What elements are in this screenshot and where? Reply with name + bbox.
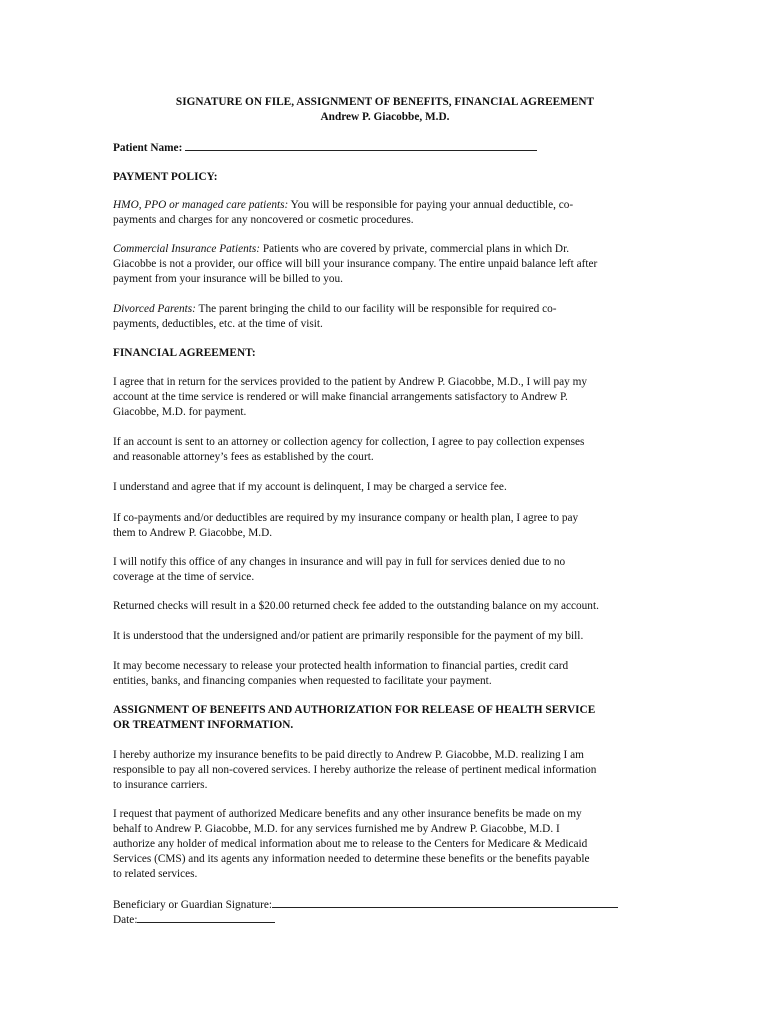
as-p2-line-1: I request that payment of authorized Medicare benefits and any other insurance benefits be made on my	[113, 808, 582, 820]
date-field[interactable]	[137, 912, 275, 923]
signature-field[interactable]	[272, 897, 618, 908]
signature-label: Beneficiary or Guardian Signature:	[113, 899, 273, 911]
hmo-text: You will be responsible for paying your annual deductible, co-	[288, 199, 574, 211]
date-label: Date:	[113, 914, 138, 926]
fa-p8-line-2: entities, banks, and financing companies when requested to facilitate your payment.	[113, 675, 492, 687]
payment-policy-heading: PAYMENT POLICY:	[113, 171, 218, 183]
assignment-heading-line-2: OR TREATMENT INFORMATION.	[113, 719, 294, 731]
divorced-text: The parent bringing the child to our facility will be responsible for required co-	[195, 303, 557, 315]
divorced-lead: Divorced Parents:	[113, 303, 196, 315]
document-title: SIGNATURE ON FILE, ASSIGNMENT OF BENEFITS, FINANCIAL AGREEMENT	[175, 96, 595, 108]
hmo-lead: HMO, PPO or managed care patients:	[113, 199, 289, 211]
financial-agreement-heading: FINANCIAL AGREEMENT:	[113, 347, 256, 359]
assignment-heading-line-1: ASSIGNMENT OF BENEFITS AND AUTHORIZATION FOR RELEASE OF HEALTH SERVICE	[113, 704, 596, 716]
as-p2-line-5: to related services.	[113, 868, 198, 880]
as-p2-line-3: authorize any holder of medical information about me to release to the Centers for Medicare & Medicaid	[113, 838, 588, 850]
hmo-line-1	[113, 198, 573, 212]
as-p2-line-4: Services (CMS) and its agents any information needed to determine these benefits or the benefits payable	[113, 853, 590, 865]
patient-name-label: Patient Name:	[113, 142, 183, 154]
fa-p8-line-1: It may become necessary to release your protected health information to financial parties, credit card	[113, 660, 569, 672]
fa-p1-line-2: account at the time service is rendered or will make financial arrangements satisfactory to Andrew P.	[113, 391, 568, 403]
fa-p1-line-3: Giacobbe, M.D. for payment.	[113, 406, 247, 418]
fa-p4-line-1: If co-payments and/or deductibles are required by my insurance company or health plan, I agree to pay	[113, 512, 579, 524]
commercial-lead: Commercial Insurance Patients:	[113, 243, 261, 255]
hmo-line-2: payments and charges for any noncovered or cosmetic procedures.	[113, 214, 414, 226]
fa-p5-line-2: coverage at the time of service.	[113, 571, 255, 583]
fa-p2-line-2: and reasonable attorney’s fees as established by the court.	[113, 451, 374, 463]
document-subtitle: Andrew P. Giacobbe, M.D.	[320, 111, 450, 123]
patient-name-row	[113, 140, 537, 155]
as-p1-line-2: responsible to pay all non-covered services. I hereby authorize the release of pertinent medical information	[113, 764, 597, 776]
as-p1-line-1: I hereby authorize my insurance benefits to be paid directly to Andrew P. Giacobbe, M.D. realizing I am	[113, 749, 584, 761]
as-p2-line-2: behalf to Andrew P. Giacobbe, M.D. for any services furnished me by Andrew P. Giacobbe, M.D. I	[113, 823, 560, 835]
fa-p6-line-1: Returned checks will result in a $20.00 returned check fee added to the outstanding balance on my account.	[113, 600, 599, 612]
commercial-line-1	[113, 242, 569, 256]
fa-p5-line-1: I will notify this office of any changes in insurance and will pay in full for services denied due to no	[113, 556, 566, 568]
fa-p2-line-1: If an account is sent to an attorney or collection agency for collection, I agree to pay collection expenses	[113, 436, 585, 448]
as-p1-line-3: to insurance carriers.	[113, 779, 208, 791]
fa-p7-line-1: It is understood that the undersigned and/or patient are primarily responsible for the payment of my bill.	[113, 630, 584, 642]
fa-p4-line-2: them to Andrew P. Giacobbe, M.D.	[113, 527, 273, 539]
fa-p3-line-1: I understand and agree that if my account is delinquent, I may be charged a service fee.	[113, 481, 507, 493]
divorced-line-2: payments, deductibles, etc. at the time of visit.	[113, 318, 323, 330]
commercial-line-3: payment from your insurance will be billed to you.	[113, 273, 343, 285]
patient-name-field[interactable]	[185, 140, 537, 151]
signature-row	[113, 897, 618, 912]
date-row	[113, 912, 275, 927]
commercial-line-2: Giacobbe is not a provider, our office will bill your insurance company. The entire unpaid balance left after	[113, 258, 598, 270]
commercial-text: Patients who are covered by private, commercial plans in which Dr.	[260, 243, 570, 255]
fa-p1-line-1: I agree that in return for the services provided to the patient by Andrew P. Giacobbe, M.D., I will pay my	[113, 376, 588, 388]
divorced-line-1	[113, 302, 557, 316]
